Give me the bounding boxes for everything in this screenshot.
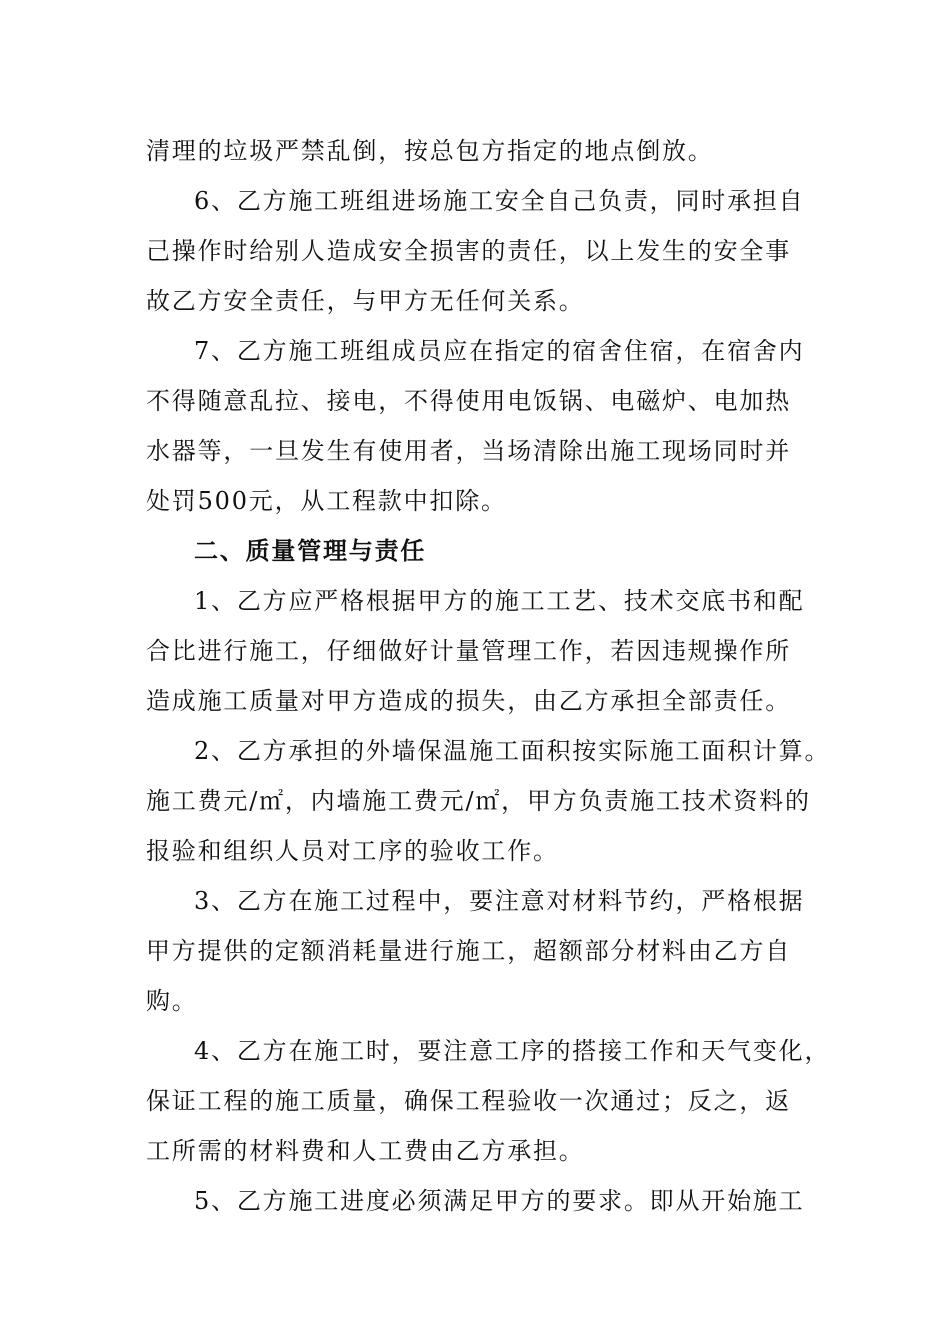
text-line-5: 7、乙方施工班组成员应在指定的宿舍住宿，在宿舍内: [194, 337, 805, 365]
text-line-10: 1、乙方应严格根据甲方的施工工艺、技术交底书和配: [194, 587, 805, 615]
text-line-20: 保证工程的施工质量，确保工程验收一次通过；反之，返: [146, 1087, 791, 1115]
text-line-4: 故乙方安全责任，与甲方无任何关系。: [146, 287, 585, 315]
text-line-15: 报验和组织人员对工序的验收工作。: [146, 837, 559, 865]
text-line-7: 水器等，一旦发生有使用者，当场清除出施工现场同时并: [146, 437, 791, 465]
text-line-21: 工所需的材料费和人工费由乙方承担。: [146, 1137, 585, 1165]
text-line-17: 甲方提供的定额消耗量进行施工，超额部分材料由乙方自: [146, 937, 791, 965]
text-line-2: 6、乙方施工班组进场施工安全自己负责，同时承担自: [194, 187, 805, 215]
text-line-13: 2、乙方承担的外墙保温施工面积按实际施工面积计算。: [194, 737, 831, 765]
section-heading: 二、质量管理与责任: [194, 536, 427, 565]
text-line-18: 购。: [146, 987, 198, 1015]
text-line-16: 3、乙方在施工过程中，要注意对材料节约，严格根据: [194, 887, 805, 915]
text-line-1: 清理的垃圾严禁乱倒，按总包方指定的地点倒放。: [146, 137, 714, 165]
text-line-11: 合比进行施工，仔细做好计量管理工作，若因违规操作所: [146, 637, 791, 665]
text-line-3: 己操作时给别人造成安全损害的责任，以上发生的安全事: [146, 237, 791, 265]
text-line-22: 5、乙方施工进度必须满足甲方的要求。即从开始施工: [194, 1187, 805, 1215]
text-line-6: 不得随意乱拉、接电，不得使用电饭锅、电磁炉、电加热: [146, 387, 791, 415]
text-line-14: 施工费元/㎡，内墙施工费元/㎡，甲方负责施工技术资料的: [146, 787, 811, 815]
text-line-12: 造成施工质量对甲方造成的损失，由乙方承担全部责任。: [146, 687, 791, 715]
text-line-8: 处罚500元，从工程款中扣除。: [146, 487, 507, 515]
document-page: [146, 126, 831, 1226]
text-line-19: 4、乙方在施工时，要注意工序的搭接工作和天气变化，: [194, 1037, 831, 1065]
